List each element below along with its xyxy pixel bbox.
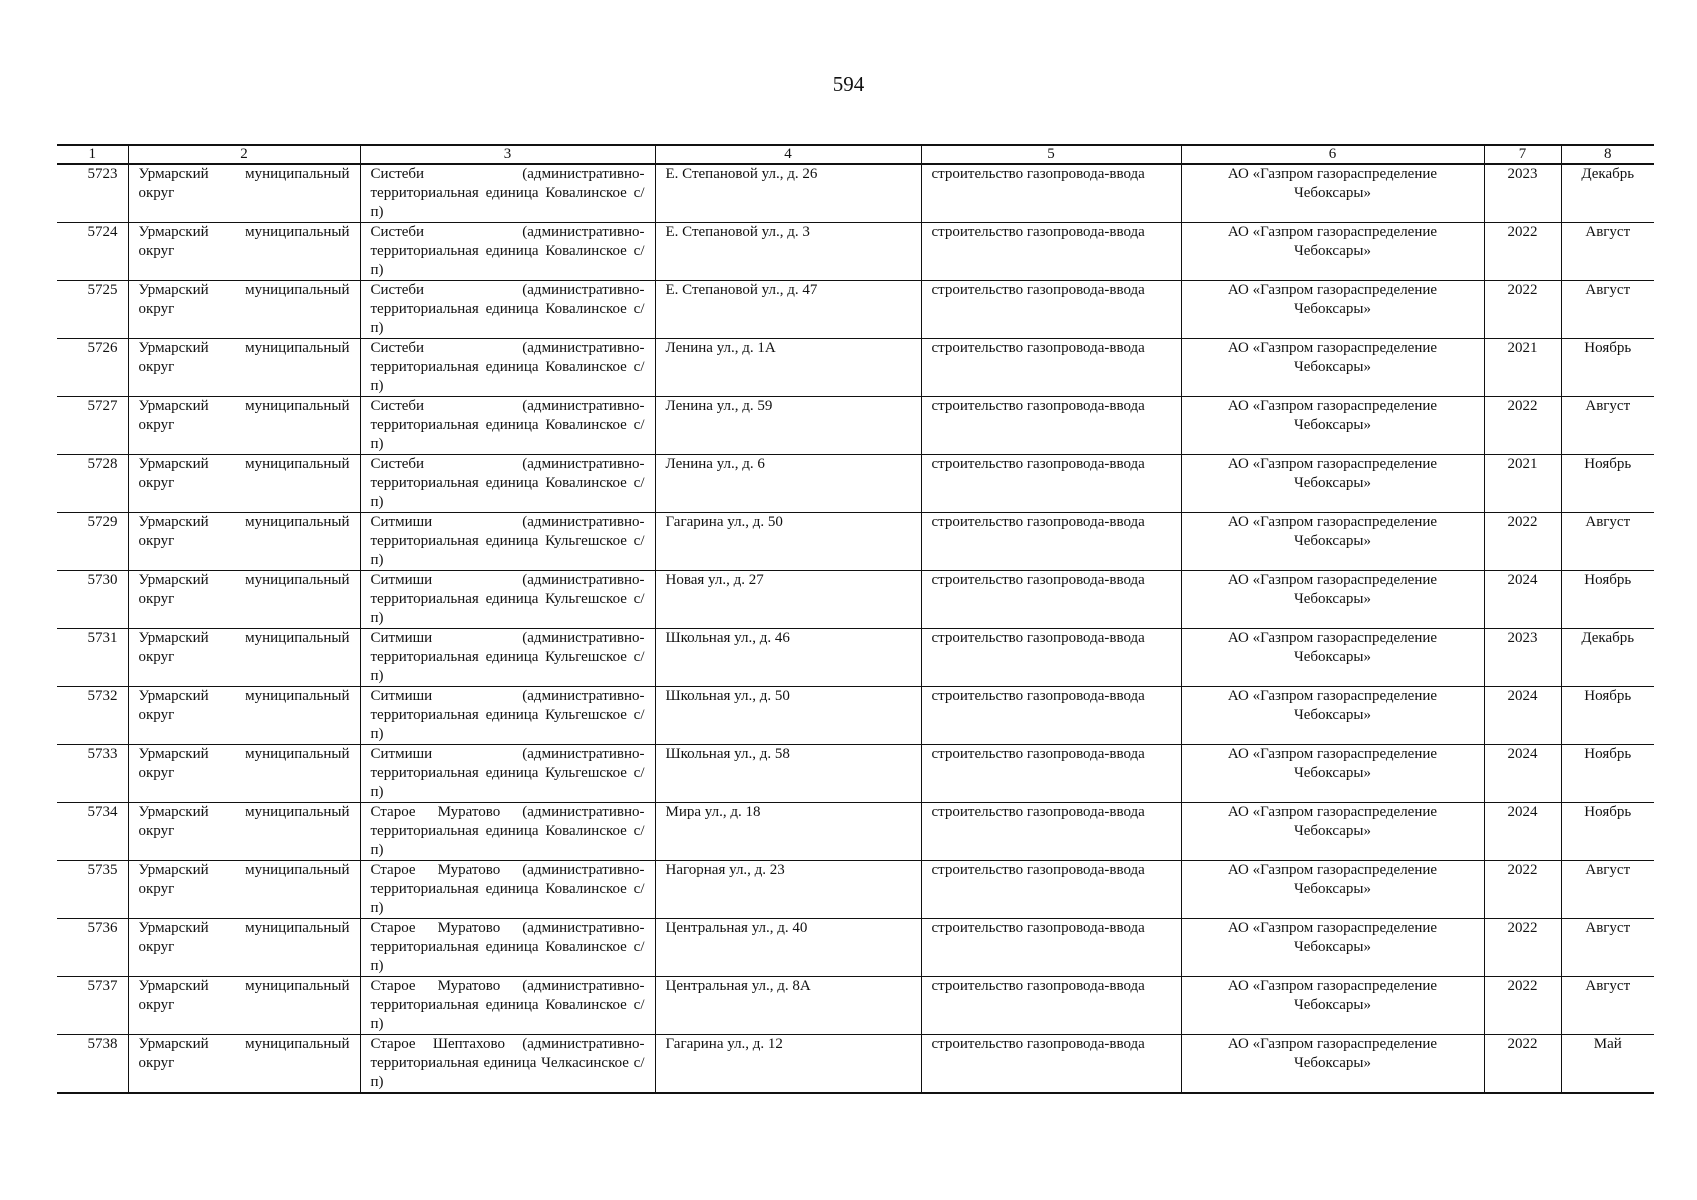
month-cell: Ноябрь xyxy=(1561,339,1654,397)
row-number-cell: 5730 xyxy=(57,571,128,629)
table-row xyxy=(57,281,1654,339)
locality-cell: Систеби (административно-территориальная единица Ковалинское с/п) xyxy=(360,164,655,223)
work-type-cell: строительство газопровода-ввода xyxy=(921,977,1181,1035)
table-row xyxy=(57,687,1654,745)
table-row xyxy=(57,164,1654,223)
address-cell: Школьная ул., д. 58 xyxy=(655,745,921,803)
district-cell: Урмарский муниципальный округ xyxy=(128,861,360,919)
work-type-cell: строительство газопровода-ввода xyxy=(921,745,1181,803)
district-cell: Урмарский муниципальный округ xyxy=(128,164,360,223)
district-cell: Урмарский муниципальный округ xyxy=(128,629,360,687)
table-row xyxy=(57,571,1654,629)
address-cell: Центральная ул., д. 8А xyxy=(655,977,921,1035)
address-cell: Школьная ул., д. 46 xyxy=(655,629,921,687)
year-cell: 2024 xyxy=(1484,571,1561,629)
organization-cell: АО «Газпром газораспределение Чебоксары» xyxy=(1181,861,1484,919)
year-cell: 2022 xyxy=(1484,977,1561,1035)
column-header-8: 8 xyxy=(1561,145,1654,164)
table-row xyxy=(57,513,1654,571)
organization-cell: АО «Газпром газораспределение Чебоксары» xyxy=(1181,629,1484,687)
district-cell: Урмарский муниципальный округ xyxy=(128,687,360,745)
district-cell: Урмарский муниципальный округ xyxy=(128,397,360,455)
organization-cell: АО «Газпром газораспределение Чебоксары» xyxy=(1181,919,1484,977)
locality-cell: Старое Муратово (административно-территориальная единица Ковалинское с/п) xyxy=(360,861,655,919)
row-number-cell: 5736 xyxy=(57,919,128,977)
row-number-cell: 5738 xyxy=(57,1035,128,1094)
table-row xyxy=(57,919,1654,977)
month-cell: Декабрь xyxy=(1561,629,1654,687)
locality-cell: Старое Шептахово (административно-территориальная единица Челкасинское с/п) xyxy=(360,1035,655,1094)
row-number-cell: 5727 xyxy=(57,397,128,455)
address-cell: Мира ул., д. 18 xyxy=(655,803,921,861)
table-row xyxy=(57,455,1654,513)
organization-cell: АО «Газпром газораспределение Чебоксары» xyxy=(1181,223,1484,281)
locality-cell: Старое Муратово (административно-территориальная единица Ковалинское с/п) xyxy=(360,803,655,861)
address-cell: Ленина ул., д. 6 xyxy=(655,455,921,513)
address-cell: Новая ул., д. 27 xyxy=(655,571,921,629)
month-cell: Август xyxy=(1561,513,1654,571)
month-cell: Ноябрь xyxy=(1561,455,1654,513)
work-type-cell: строительство газопровода-ввода xyxy=(921,397,1181,455)
work-type-cell: строительство газопровода-ввода xyxy=(921,455,1181,513)
table-row xyxy=(57,1035,1654,1094)
locality-cell: Ситмиши (административно-территориальная единица Кульгешское с/п) xyxy=(360,745,655,803)
locality-cell: Ситмиши (административно-территориальная единица Кульгешское с/п) xyxy=(360,687,655,745)
district-cell: Урмарский муниципальный округ xyxy=(128,223,360,281)
address-cell: Школьная ул., д. 50 xyxy=(655,687,921,745)
row-number-cell: 5728 xyxy=(57,455,128,513)
organization-cell: АО «Газпром газораспределение Чебоксары» xyxy=(1181,571,1484,629)
address-cell: Гагарина ул., д. 12 xyxy=(655,1035,921,1094)
month-cell: Ноябрь xyxy=(1561,571,1654,629)
district-cell: Урмарский муниципальный округ xyxy=(128,513,360,571)
work-type-cell: строительство газопровода-ввода xyxy=(921,513,1181,571)
year-cell: 2022 xyxy=(1484,397,1561,455)
district-cell: Урмарский муниципальный округ xyxy=(128,1035,360,1094)
year-cell: 2022 xyxy=(1484,1035,1561,1094)
year-cell: 2022 xyxy=(1484,281,1561,339)
work-type-cell: строительство газопровода-ввода xyxy=(921,687,1181,745)
month-cell: Ноябрь xyxy=(1561,745,1654,803)
address-cell: Е. Степановой ул., д. 47 xyxy=(655,281,921,339)
column-header-1: 1 xyxy=(57,145,128,164)
row-number-cell: 5729 xyxy=(57,513,128,571)
locality-cell: Систеби (административно-территориальная единица Ковалинское с/п) xyxy=(360,281,655,339)
locality-cell: Ситмиши (административно-территориальная единица Кульгешское с/п) xyxy=(360,571,655,629)
column-header-2: 2 xyxy=(128,145,360,164)
work-type-cell: строительство газопровода-ввода xyxy=(921,803,1181,861)
district-cell: Урмарский муниципальный округ xyxy=(128,281,360,339)
address-cell: Нагорная ул., д. 23 xyxy=(655,861,921,919)
row-number-cell: 5726 xyxy=(57,339,128,397)
locality-cell: Систеби (административно-территориальная единица Ковалинское с/п) xyxy=(360,223,655,281)
locality-cell: Ситмиши (административно-территориальная единица Кульгешское с/п) xyxy=(360,513,655,571)
year-cell: 2021 xyxy=(1484,455,1561,513)
table-row xyxy=(57,339,1654,397)
organization-cell: АО «Газпром газораспределение Чебоксары» xyxy=(1181,1035,1484,1094)
district-cell: Урмарский муниципальный округ xyxy=(128,571,360,629)
column-header-4: 4 xyxy=(655,145,921,164)
column-header-6: 6 xyxy=(1181,145,1484,164)
column-header-5: 5 xyxy=(921,145,1181,164)
row-number-cell: 5723 xyxy=(57,164,128,223)
district-cell: Урмарский муниципальный округ xyxy=(128,455,360,513)
work-type-cell: строительство газопровода-ввода xyxy=(921,281,1181,339)
table-row xyxy=(57,629,1654,687)
locality-cell: Старое Муратово (административно-территориальная единица Ковалинское с/п) xyxy=(360,977,655,1035)
organization-cell: АО «Газпром газораспределение Чебоксары» xyxy=(1181,339,1484,397)
address-cell: Е. Степановой ул., д. 26 xyxy=(655,164,921,223)
row-number-cell: 5734 xyxy=(57,803,128,861)
row-number-cell: 5731 xyxy=(57,629,128,687)
year-cell: 2024 xyxy=(1484,745,1561,803)
month-cell: Ноябрь xyxy=(1561,803,1654,861)
district-cell: Урмарский муниципальный округ xyxy=(128,977,360,1035)
organization-cell: АО «Газпром газораспределение Чебоксары» xyxy=(1181,687,1484,745)
organization-cell: АО «Газпром газораспределение Чебоксары» xyxy=(1181,281,1484,339)
table-row xyxy=(57,977,1654,1035)
column-header-7: 7 xyxy=(1484,145,1561,164)
locality-cell: Систеби (административно-территориальная единица Ковалинское с/п) xyxy=(360,339,655,397)
locality-cell: Систеби (административно-территориальная единица Ковалинское с/п) xyxy=(360,397,655,455)
month-cell: Ноябрь xyxy=(1561,687,1654,745)
address-cell: Е. Степановой ул., д. 3 xyxy=(655,223,921,281)
district-cell: Урмарский муниципальный округ xyxy=(128,919,360,977)
year-cell: 2021 xyxy=(1484,339,1561,397)
year-cell: 2023 xyxy=(1484,629,1561,687)
address-cell: Ленина ул., д. 59 xyxy=(655,397,921,455)
year-cell: 2022 xyxy=(1484,223,1561,281)
address-cell: Гагарина ул., д. 50 xyxy=(655,513,921,571)
month-cell: Август xyxy=(1561,861,1654,919)
row-number-cell: 5737 xyxy=(57,977,128,1035)
organization-cell: АО «Газпром газораспределение Чебоксары» xyxy=(1181,455,1484,513)
organization-cell: АО «Газпром газораспределение Чебоксары» xyxy=(1181,977,1484,1035)
year-cell: 2022 xyxy=(1484,919,1561,977)
organization-cell: АО «Газпром газораспределение Чебоксары» xyxy=(1181,164,1484,223)
month-cell: Декабрь xyxy=(1561,164,1654,223)
table-row xyxy=(57,803,1654,861)
organization-cell: АО «Газпром газораспределение Чебоксары» xyxy=(1181,397,1484,455)
month-cell: Август xyxy=(1561,223,1654,281)
district-cell: Урмарский муниципальный округ xyxy=(128,745,360,803)
work-type-cell: строительство газопровода-ввода xyxy=(921,164,1181,223)
page-number: 594 xyxy=(832,72,865,96)
register-table xyxy=(57,144,1654,1094)
organization-cell: АО «Газпром газораспределение Чебоксары» xyxy=(1181,513,1484,571)
district-cell: Урмарский муниципальный округ xyxy=(128,803,360,861)
work-type-cell: строительство газопровода-ввода xyxy=(921,919,1181,977)
row-number-cell: 5735 xyxy=(57,861,128,919)
year-cell: 2022 xyxy=(1484,513,1561,571)
year-cell: 2024 xyxy=(1484,687,1561,745)
column-header-3: 3 xyxy=(360,145,655,164)
table-row xyxy=(57,223,1654,281)
table-row xyxy=(57,397,1654,455)
table-row xyxy=(57,861,1654,919)
year-cell: 2023 xyxy=(1484,164,1561,223)
district-cell: Урмарский муниципальный округ xyxy=(128,339,360,397)
work-type-cell: строительство газопровода-ввода xyxy=(921,223,1181,281)
work-type-cell: строительство газопровода-ввода xyxy=(921,571,1181,629)
column-number-row xyxy=(57,145,1654,164)
row-number-cell: 5732 xyxy=(57,687,128,745)
row-number-cell: 5725 xyxy=(57,281,128,339)
organization-cell: АО «Газпром газораспределение Чебоксары» xyxy=(1181,745,1484,803)
work-type-cell: строительство газопровода-ввода xyxy=(921,1035,1181,1094)
work-type-cell: строительство газопровода-ввода xyxy=(921,861,1181,919)
month-cell: Август xyxy=(1561,281,1654,339)
address-cell: Центральная ул., д. 40 xyxy=(655,919,921,977)
locality-cell: Систеби (административно-территориальная единица Ковалинское с/п) xyxy=(360,455,655,513)
month-cell: Август xyxy=(1561,977,1654,1035)
table-row xyxy=(57,745,1654,803)
locality-cell: Ситмиши (административно-территориальная единица Кульгешское с/п) xyxy=(360,629,655,687)
month-cell: Август xyxy=(1561,919,1654,977)
year-cell: 2022 xyxy=(1484,861,1561,919)
locality-cell: Старое Муратово (административно-территориальная единица Ковалинское с/п) xyxy=(360,919,655,977)
address-cell: Ленина ул., д. 1А xyxy=(655,339,921,397)
row-number-cell: 5724 xyxy=(57,223,128,281)
organization-cell: АО «Газпром газораспределение Чебоксары» xyxy=(1181,803,1484,861)
month-cell: Май xyxy=(1561,1035,1654,1094)
work-type-cell: строительство газопровода-ввода xyxy=(921,629,1181,687)
row-number-cell: 5733 xyxy=(57,745,128,803)
work-type-cell: строительство газопровода-ввода xyxy=(921,339,1181,397)
month-cell: Август xyxy=(1561,397,1654,455)
year-cell: 2024 xyxy=(1484,803,1561,861)
